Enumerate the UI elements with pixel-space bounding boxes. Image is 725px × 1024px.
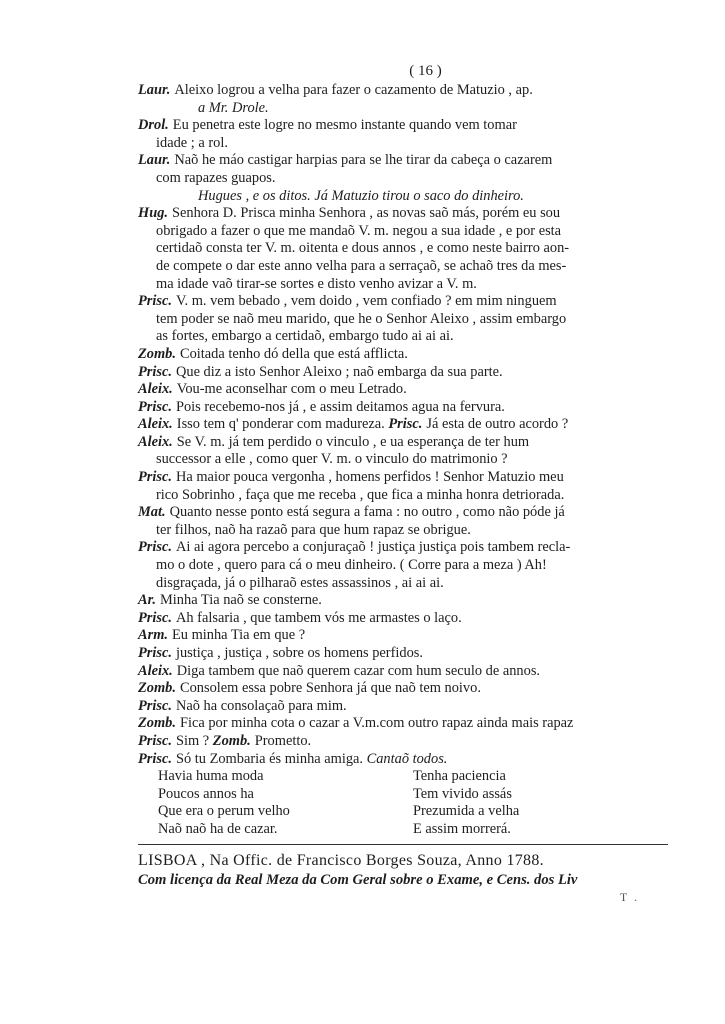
verse-left: Naõ naõ ha de cazar. [158, 820, 278, 837]
speaker-label: Drol. [138, 117, 169, 134]
verse-row [138, 786, 683, 804]
speaker-label: Prisc. [138, 609, 172, 626]
dialogue-line [138, 82, 683, 100]
speaker-label: Zomb. [212, 732, 251, 749]
line-text: Que diz a isto Senhor Aleixo ; naõ embarga da sua parte. [175, 363, 503, 380]
line-text: Aleixo logrou a velha para fazer o cazamento de Matuzio , ap. [174, 82, 533, 98]
line-text: Ah falsaria , que tambem vós me armastes o laço. [175, 609, 462, 626]
dialogue-line [138, 293, 683, 311]
line-text: successor a elle , como quer V. m. o vinculo do matrimonio ? [156, 451, 508, 468]
line-text: Hugues , e os ditos. Já Matuzio tirou o saco do dinheiro. [198, 187, 524, 204]
play-dialogue [138, 82, 683, 768]
dialogue-line [138, 311, 683, 329]
speaker-label: Zomb. [138, 680, 176, 697]
verse-right: Prezumida a velha [413, 803, 520, 820]
line-text: Coitada tenho dó della que está afflicta. [179, 345, 408, 362]
verse-row [138, 803, 683, 821]
dialogue-line [138, 328, 683, 346]
dialogue-line [138, 117, 683, 135]
line-text: Pois recebemo-nos já , e assim deitamos agua na fervura. [175, 398, 505, 415]
verse-right: Tem vivido assás [413, 785, 512, 802]
dialogue-line [138, 276, 683, 294]
dialogue-line [138, 434, 683, 452]
stage-direction: Cantaõ todos. [366, 750, 448, 767]
signature-mark: T . [619, 889, 639, 904]
verse-row [138, 821, 683, 839]
speaker-label: Laur. [138, 152, 171, 169]
line-text: Vou-me aconselhar com o meu Letrado. [176, 381, 407, 398]
speaker-label: Prisc. [138, 750, 172, 767]
dialogue-line [138, 100, 683, 118]
dialogue-line [138, 469, 683, 487]
speaker-label: Aleix. [138, 381, 173, 398]
dialogue-line [138, 522, 683, 540]
line-text: ter filhos, naõ ha razaõ para que hum rapaz se obrigue. [156, 521, 471, 538]
dialogue-line [138, 715, 683, 733]
verse-right: Tenha paciencia [413, 768, 506, 785]
dialogue-line [138, 240, 683, 258]
line-text: a Mr. Drole. [198, 99, 269, 116]
dialogue-line [138, 135, 683, 153]
speaker-label: Laur. [138, 82, 171, 98]
speaker-label: Prisc. [138, 697, 172, 714]
line-text: as fortes, embargo a certidaõ, embargo tudo ai ai ai. [156, 328, 454, 345]
line-text: Só tu Zombaria és minha amiga. [175, 750, 364, 767]
verse-left: Que era o perum velho [158, 803, 290, 820]
dialogue-line [138, 680, 683, 698]
speaker-label: Prisc. [138, 293, 172, 310]
speaker-label: Prisc. [388, 416, 423, 433]
verse-left: Havia huma moda [158, 768, 264, 785]
speaker-label: Prisc. [138, 469, 172, 486]
speaker-label: Aleix. [138, 416, 173, 433]
speaker-label: Prisc. [138, 539, 172, 556]
dialogue-line [138, 539, 683, 557]
page-number: ( 16 ) [409, 63, 442, 79]
speaker-label: Arm. [138, 627, 168, 644]
speaker-label: Prisc. [138, 398, 172, 415]
dialogue-line [138, 733, 683, 751]
dialogue-line [138, 663, 683, 681]
line-text: tem poder se naõ meu marido, que he o Senhor Aleixo , assim embargo [156, 310, 567, 327]
speaker-label: Zomb. [138, 345, 176, 362]
line-text: Naõ he máo castigar harpias para se lhe tirar da cabeça o cazarem [174, 152, 553, 169]
song-verses [138, 768, 683, 838]
dialogue-line [138, 592, 683, 610]
line-text: Quanto nesse ponto está segura a fama : no outro , como não póde já [169, 504, 565, 521]
line-text: rico Sobrinho , faça que me receba , que fica a minha honra detriorada. [156, 486, 565, 503]
dialogue-line [138, 170, 683, 188]
dialogue-line [138, 557, 683, 575]
line-text: Já esta de outro acordo ? [426, 416, 569, 433]
line-text: Eu minha Tia em que ? [172, 627, 306, 644]
line-text: de compete o dar este anno velha para a serraçaõ, se achaõ tres da mes- [156, 257, 567, 274]
line-text: ma idade vaõ tirar-se sortes e disto venho avizar a V. m. [156, 275, 477, 292]
line-text: com rapazes guapos. [156, 169, 276, 186]
dialogue-line [138, 504, 683, 522]
line-text: Ha maior pouca vergonha , homens perfidos ! Senhor Matuzio meu [175, 469, 564, 486]
line-text: Isso tem q' ponderar com madureza. [176, 416, 385, 433]
dialogue-line [138, 416, 683, 434]
line-text: justiça , justiça , sobre os homens perfidos. [175, 645, 423, 661]
line-text: Minha Tia naõ se consterne. [160, 592, 322, 609]
dialogue-line [138, 152, 683, 170]
speaker-label: Ar. [138, 592, 157, 609]
line-text: Senhora D. Prisca minha Senhora , as novas saõ más, porém eu sou [172, 205, 561, 222]
line-text: idade ; a rol. [156, 134, 228, 151]
dialogue-line [138, 575, 683, 593]
licence-line: Com licença da Real Meza da Com Geral sobre o Exame, e Cens. dos Liv [138, 871, 578, 888]
speaker-label: Aleix. [138, 662, 173, 679]
dialogue-line [138, 610, 683, 628]
dialogue-line [138, 487, 683, 505]
dialogue-line [138, 451, 683, 469]
speaker-label: Prisc. [138, 732, 172, 749]
speaker-label: Prisc. [138, 645, 172, 661]
document-page [138, 60, 683, 905]
divider-rule [138, 844, 668, 845]
dialogue-line [138, 188, 683, 206]
dialogue-line [138, 364, 683, 382]
line-text: obrigado a fazer o que me mandaõ V. m. negou a sua idade , e por esta [156, 222, 562, 239]
line-text: Ai ai agora percebo a conjuraçaõ ! justiça justiça pois tambem recla- [175, 539, 571, 556]
dialogue-line [138, 258, 683, 276]
dialogue-line [138, 698, 683, 716]
speaker-label: Hug. [138, 205, 168, 222]
speaker-label: Zomb. [138, 715, 176, 732]
dialogue-line [138, 205, 683, 223]
line-text: Consolem essa pobre Senhora já que naõ tem noivo. [179, 680, 481, 697]
verse-left: Poucos annos ha [158, 785, 254, 802]
dialogue-line [138, 627, 683, 645]
line-text: Se V. m. já tem perdido o vinculo , e ua esperança de ter hum [176, 433, 530, 450]
line-text: Sim ? [175, 732, 210, 749]
dialogue-line [138, 399, 683, 417]
imprint-line: LISBOA , Na Offic. de Francisco Borges Souza, Anno 1788. [138, 851, 544, 869]
verse-right: E assim morrerá. [413, 820, 511, 837]
line-text: Diga tambem que naõ querem cazar com hum seculo de annos. [176, 662, 541, 679]
dialogue-line [138, 381, 683, 399]
line-text: Naõ ha consolaçaõ para mim. [175, 697, 347, 714]
speaker-label: Mat. [138, 504, 166, 521]
speaker-label: Prisc. [138, 363, 172, 380]
dialogue-line [138, 346, 683, 364]
line-text: V. m. vem bebado , vem doido , vem confiado ? em mim ninguem [175, 293, 557, 310]
line-text: certidaõ consta ter V. m. oitenta e dous annos , e como neste bairro aon- [156, 240, 570, 257]
dialogue-line [138, 645, 683, 663]
verse-row [138, 768, 683, 786]
dialogue-line [138, 223, 683, 241]
line-text: Prometto. [254, 732, 312, 749]
dialogue-line [138, 751, 683, 769]
line-text: mo o dote , quero para cá o meu dinheiro. ( Corre para a meza ) Ah! [156, 557, 547, 574]
line-text: Eu penetra este logre no mesmo instante quando vem tomar [172, 117, 517, 134]
line-text: disgraçada, já o pilharaõ estes assassinos , ai ai ai. [156, 574, 444, 591]
line-text: Fica por minha cota o cazar a V.m.com outro rapaz ainda mais rapaz [179, 715, 574, 732]
speaker-label: Aleix. [138, 433, 173, 450]
